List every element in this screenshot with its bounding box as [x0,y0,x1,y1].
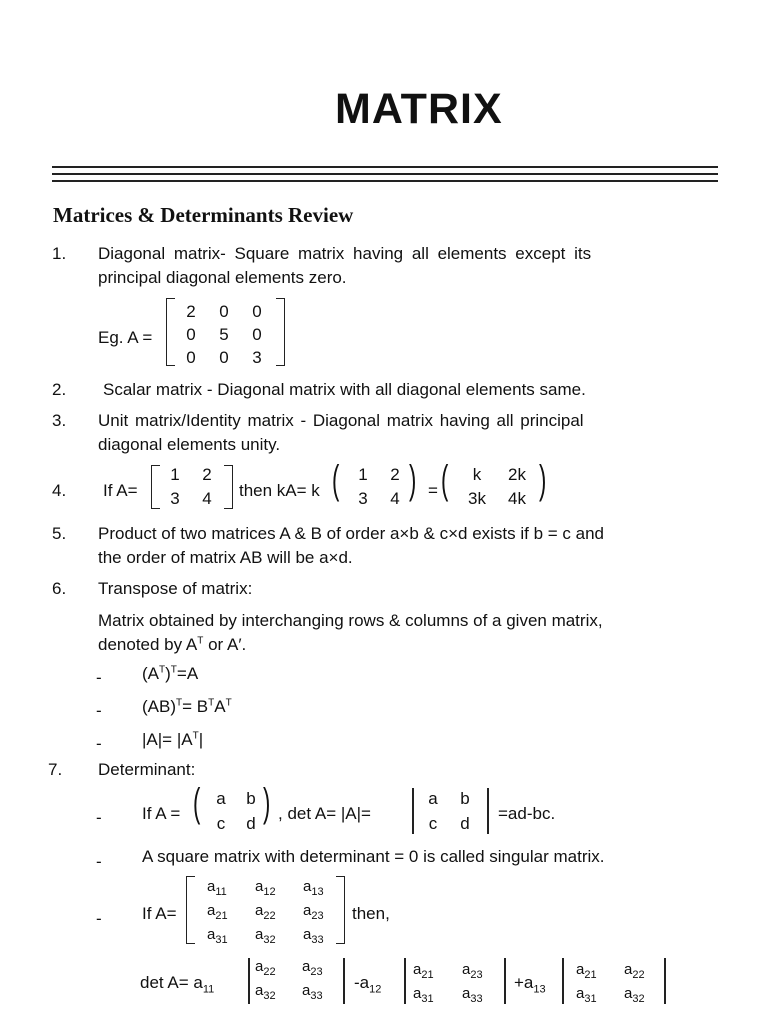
example-label: Eg. A = [98,328,153,347]
item-1-line2: principal diagonal elements zero. [98,268,347,287]
matrix-right-bracket [336,876,345,944]
matrix-cell: b [246,789,256,808]
minor-cell: $a_{32}$ [255,982,276,1002]
close-paren: ) [538,458,547,502]
matrix-cell: 0 [219,302,229,321]
matrix-cell: 0 [186,325,196,344]
matrix-cell: 1 [358,465,368,484]
minor-cell: $a_{31}$ [413,985,434,1005]
matrix-cell: $a_{11}$ [207,878,227,898]
matrix-left-bracket [166,298,175,366]
matrix-cell: a [216,789,226,808]
transpose-rule-3: $|A|= |A^T|$ [142,730,204,749]
determinant-bar [562,958,564,1004]
matrix-cell: 3k [468,489,486,508]
matrix-cell: $a_{23}$ [303,902,324,922]
det-expansion-plus: $+a_{13}$ [514,973,546,996]
matrix-cell: $a_{31}$ [207,926,228,946]
minor-cell: $a_{21}$ [576,961,597,981]
minor-cell: $a_{32}$ [624,985,645,1005]
matrix-cell: 5 [219,325,229,344]
matrix-cell: 3 [358,489,368,508]
divider-top [52,166,718,168]
item-3-line2: diagonal elements unity. [98,435,281,454]
matrix-cell: $a_{21}$ [207,902,228,922]
minor-cell: $a_{33}$ [302,982,323,1002]
transpose-rule-2: $(AB)^T= B^TA^T$ [142,697,232,716]
bullet-dash: - [96,852,102,871]
matrix-cell: $a_{12}$ [255,878,276,898]
matrix-cell: 4k [508,489,526,508]
minor-cell: $a_{23}$ [462,961,483,981]
item-number-3: 3. [52,411,67,430]
matrix-cell: $a_{13}$ [303,878,324,898]
matrix-cell: 2 [390,465,400,484]
open-paren: ( [331,458,340,502]
matrix-cell: 2k [508,465,526,484]
item-4-then: then kA= k [239,481,320,500]
determinant-bar [248,958,250,1004]
det2-if: If A = [142,804,181,823]
item-number-2: 2. [52,380,67,399]
matrix-cell: $a_{33}$ [303,926,324,946]
open-paren: ( [192,781,201,825]
matrix-cell: 2 [186,302,196,321]
item-6-heading: Transpose of matrix: [98,579,253,598]
matrix-cell: 0 [252,325,262,344]
item-5-line1: Product of two matrices A & B of order a×b & c×d exists if b = c and [98,524,605,543]
minor-cell: $a_{22}$ [624,961,645,981]
divider-middle [52,173,718,175]
item-6-line1: Matrix obtained by interchanging rows & columns of a given matrix, [98,611,603,630]
item-6-line2: denoted by $A^T$ or A′. [98,635,247,654]
det-expansion-label: $\det A= a_{11}$ [140,973,215,996]
minor-cell: $a_{31}$ [576,985,597,1005]
determinant-bar [487,788,489,834]
transpose-rule-1: $(A^T)^T=A$ [142,664,199,683]
matrix-cell: c [216,814,226,833]
matrix-cell: k [472,465,482,484]
minor-cell: $a_{23}$ [302,958,323,978]
matrix-cell: 0 [219,348,229,367]
item-2-text: Scalar matrix - Diagonal matrix with all diagonal elements same. [103,380,586,399]
bullet-dash: - [96,808,102,827]
det3-if: If A= [142,904,177,923]
divider-bottom [52,180,718,182]
item-4-equals: = [428,481,438,500]
determinant-bar [504,958,506,1004]
minor-cell: $a_{22}$ [255,958,276,978]
matrix-cell: 3 [252,348,262,367]
bullet-dash: - [96,701,102,720]
bullet-dash: - [96,909,102,928]
matrix-cell: 2 [202,465,212,484]
item-number-1: 1. [52,244,67,263]
matrix-cell: $a_{32}$ [255,926,276,946]
item-number-6: 6. [52,579,67,598]
item-3-line1: Unit matrix/Identity matrix - Diagonal matrix having all principal [98,411,584,430]
singular-text: A square matrix with determinant = 0 is called singular matrix. [142,847,605,866]
item-4-if: If A= [103,481,138,500]
determinant-bar [664,958,666,1004]
matrix-cell: c [428,814,438,833]
minor-cell: $a_{21}$ [413,961,434,981]
matrix-left-bracket [151,465,160,509]
item-number-5: 5. [52,524,67,543]
section-heading: Matrices & Determinants Review [53,203,354,227]
det2-result: =ad-bc. [498,804,556,823]
matrix-left-bracket [186,876,195,944]
close-paren: ) [262,781,271,825]
matrix-cell: d [246,814,256,833]
matrix-cell: 1 [170,465,180,484]
matrix-cell: b [460,789,470,808]
item-number-7: 7. [48,760,63,779]
matrix-cell: 4 [202,489,212,508]
item-1-line1: Diagonal matrix- Square matrix having all elements except its [98,244,592,263]
bullet-dash: - [96,734,102,753]
det2-label: , det A= |A|= [278,804,371,823]
matrix-right-bracket [224,465,233,509]
page-title: MATRIX [335,85,503,133]
minor-cell: $a_{33}$ [462,985,483,1005]
matrix-right-bracket [276,298,285,366]
determinant-bar [412,788,414,834]
matrix-cell: 0 [186,348,196,367]
determinant-bar [404,958,406,1004]
item-5-line2: the order of matrix AB will be a×d. [98,548,353,567]
item-7-heading: Determinant: [98,760,196,779]
close-paren: ) [408,458,417,502]
item-number-4: 4. [52,481,67,500]
matrix-cell: $a_{22}$ [255,902,276,922]
matrix-cell: 4 [390,489,400,508]
matrix-cell: a [428,789,438,808]
determinant-bar [343,958,345,1004]
det3-then: then, [352,904,390,923]
det-expansion-minus: $-a_{12}$ [354,973,382,996]
matrix-cell: 3 [170,489,180,508]
matrix-cell: 0 [252,302,262,321]
bullet-dash: - [96,668,102,687]
open-paren: ( [440,458,449,502]
matrix-cell: d [460,814,470,833]
